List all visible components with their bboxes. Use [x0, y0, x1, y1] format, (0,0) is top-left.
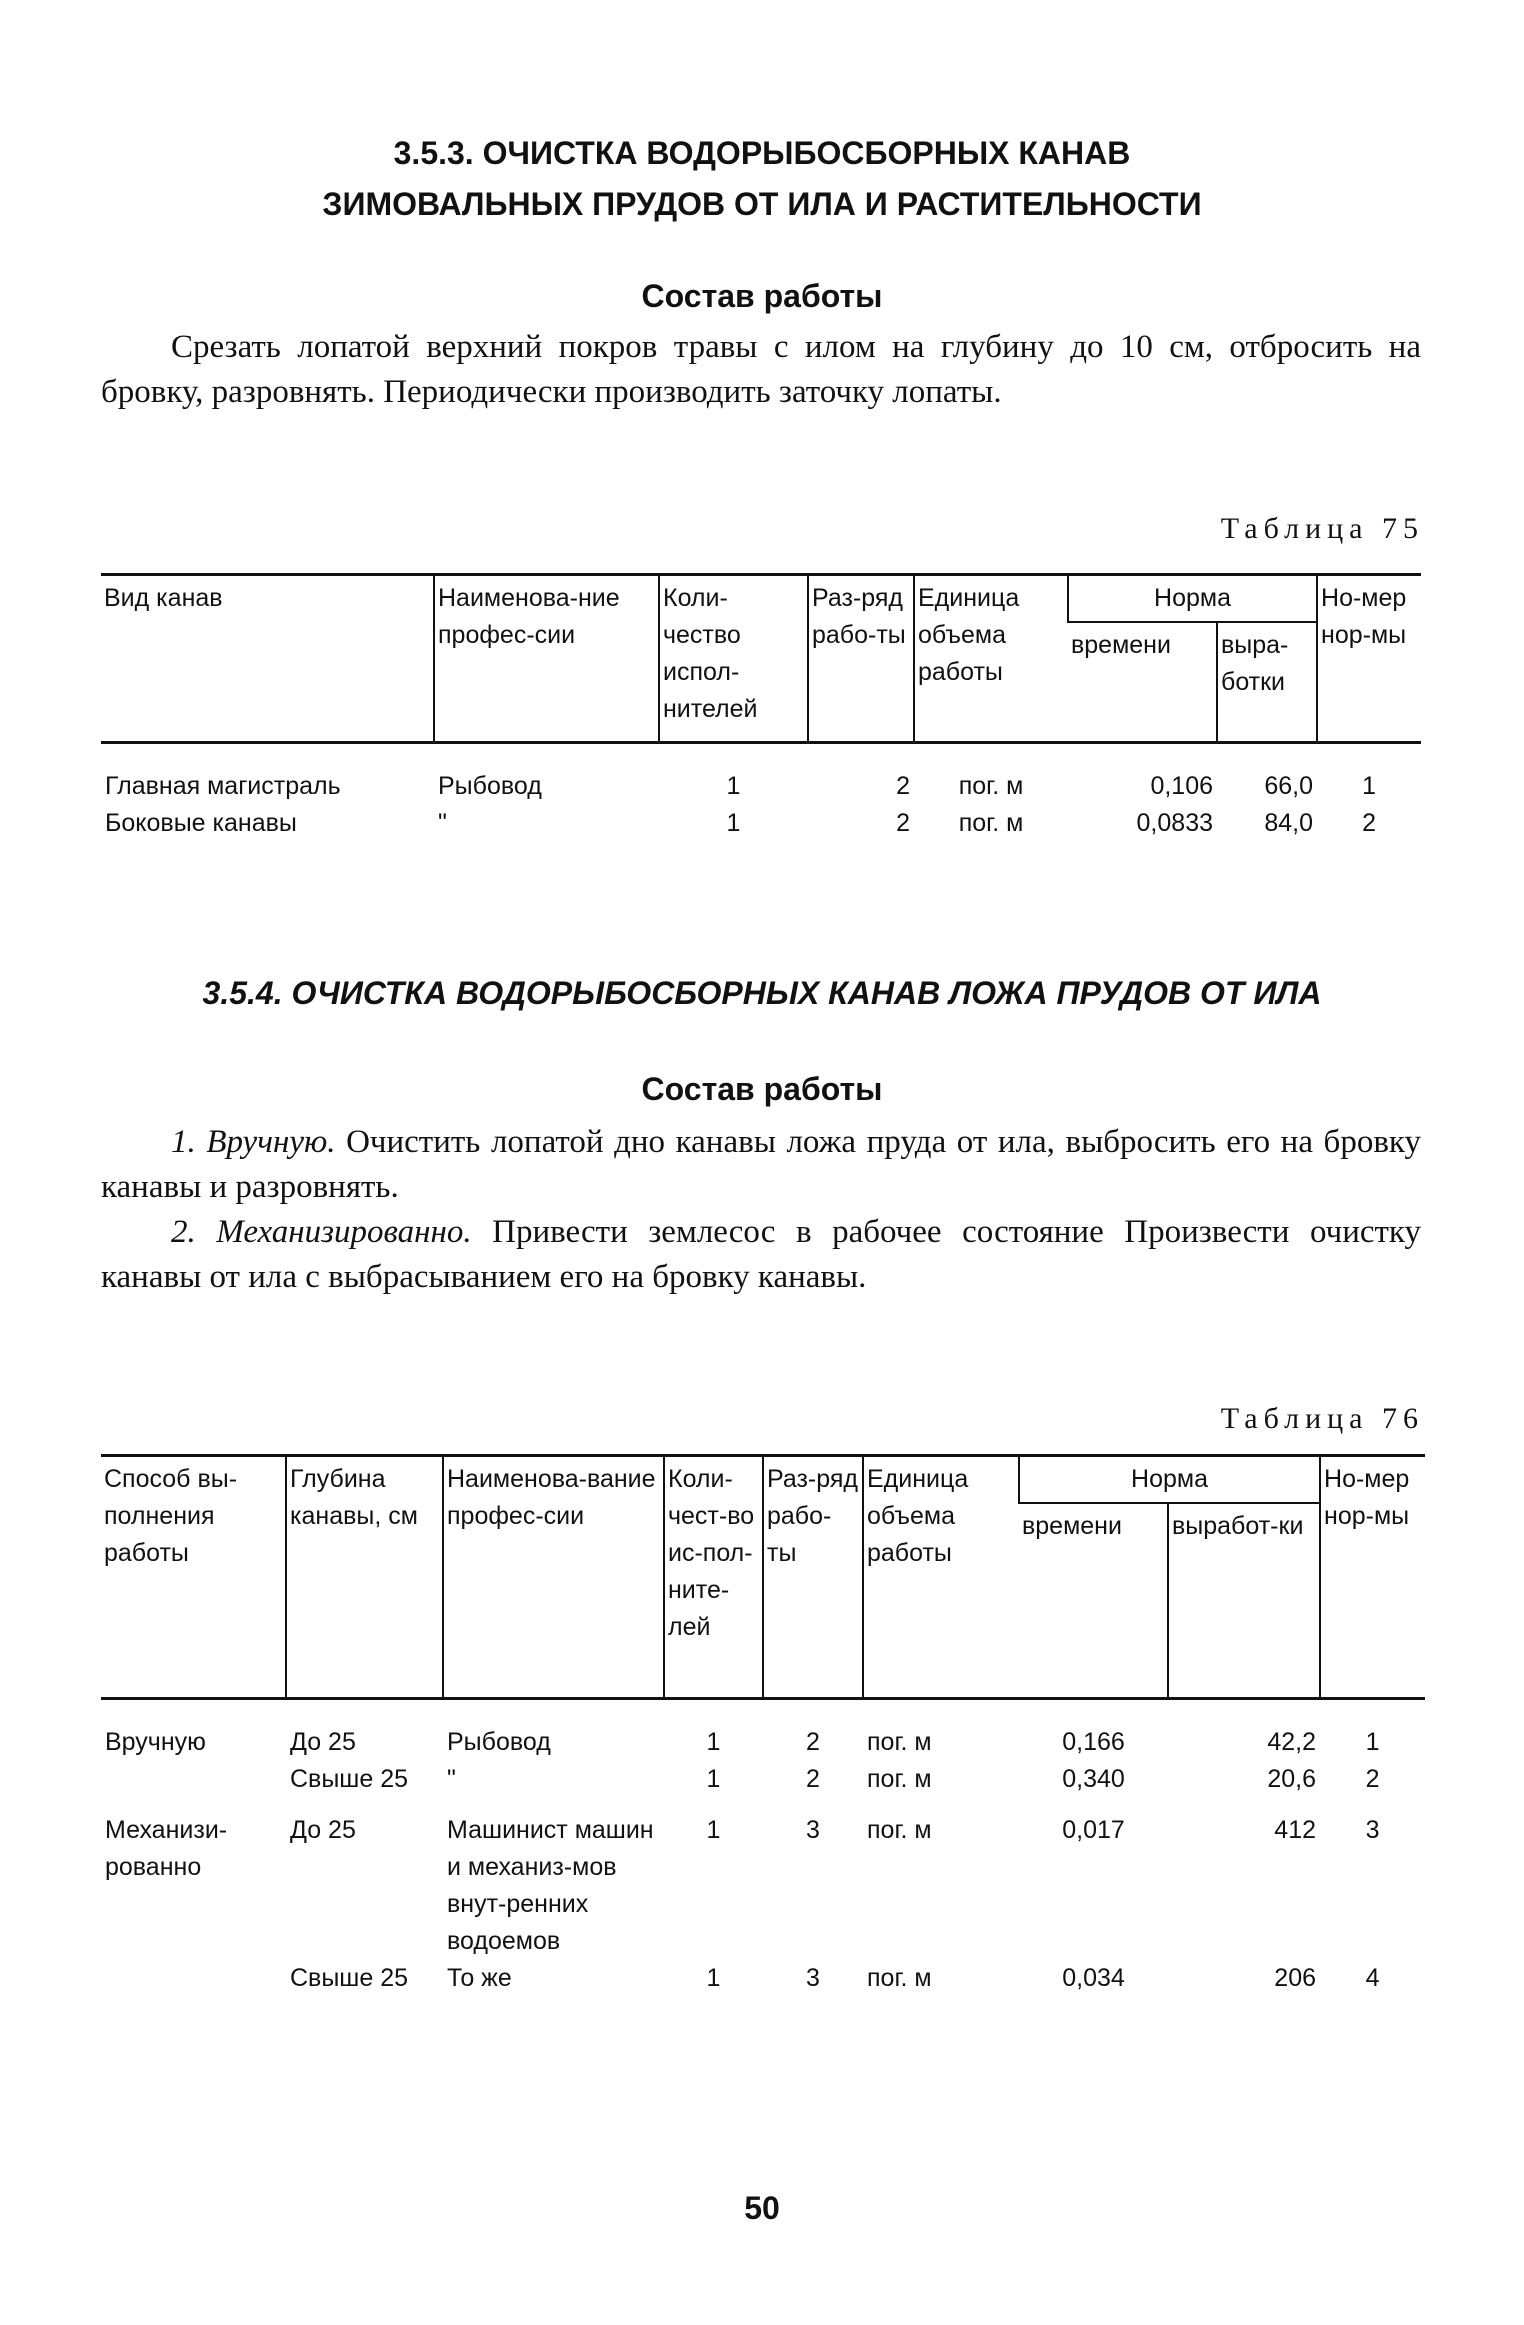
work-description: [101, 325, 1421, 415]
table-cell: пог. м: [958, 808, 1024, 837]
table-row: [101, 805, 1421, 842]
header-cell: Единица объема работы: [914, 575, 1068, 743]
page-number: 50: [744, 2190, 780, 2226]
header-cell: Глубина канавы, см: [286, 1456, 443, 1699]
item-1: [101, 1120, 1421, 1210]
table-cell: 4: [1365, 1963, 1380, 1992]
table-caption: Таблица 75: [1220, 512, 1424, 545]
table-row: [101, 1761, 1425, 1798]
table-cell: Машинист машин и механиз-мов внут-ренних водоемов: [447, 1815, 654, 1955]
header-cell: выработ-ки: [1168, 1503, 1320, 1698]
table-cell: 3: [1365, 1815, 1380, 1844]
table-cell: ": [447, 1764, 456, 1793]
header-cell: выра-ботки: [1217, 622, 1317, 742]
table-cell: 1: [726, 808, 741, 837]
table-cell: пог. м: [867, 1963, 932, 1992]
table-cell: 1: [726, 771, 741, 800]
header-cell: Наименова-вание профес-сии: [443, 1456, 664, 1699]
item-label: 2. Механизированно.: [171, 1214, 472, 1250]
header-cell: Норма: [1068, 575, 1317, 623]
item-label: 1. Вручную.: [171, 1124, 336, 1160]
table-cell: 20,6: [1267, 1764, 1317, 1793]
table-cell: 2: [1362, 808, 1376, 837]
table-cell: Механизи-рованно: [105, 1815, 228, 1881]
item-text: Привести землесос в рабочее состояние Произвести очистку канавы от ила с выбрасыванием его на бровку канавы.: [101, 1214, 1421, 1295]
section-title-line1: 3.5.3. ОЧИСТКА ВОДОРЫБОСБОРНЫХ КАНАВ: [393, 135, 1131, 171]
table-cell: До 25: [290, 1727, 356, 1756]
table-cell: 1: [706, 1727, 721, 1756]
table-cell: пог. м: [867, 1764, 932, 1793]
work-composition-heading: Состав работы: [641, 278, 883, 314]
table-cell: 0,0833: [1136, 808, 1213, 837]
section-title: 3.5.4. ОЧИСТКА ВОДОРЫБОСБОРНЫХ КАНАВ ЛОЖА ПРУДОВ ОТ ИЛА: [202, 975, 1322, 1011]
item-2: [101, 1210, 1421, 1300]
header-cell: Раз-ряд рабо-ты: [763, 1456, 863, 1699]
table-cell: 206: [1274, 1963, 1317, 1992]
section-title-line2: ЗИМОВАЛЬНЫХ ПРУДОВ ОТ ИЛА И РАСТИТЕЛЬНОСТИ: [322, 186, 1202, 222]
table-cell: пог. м: [867, 1815, 932, 1844]
work-description: [101, 1120, 1421, 1300]
paragraph: Срезать лопатой верхний покров травы с илом на глубину до 10 см, отбросить на бровку, разровнять. Периодически производить заточку лопаты.: [101, 329, 1421, 410]
header-cell: Раз-ряд рабо-ты: [808, 575, 914, 743]
table-caption: Таблица 76: [1220, 1402, 1424, 1435]
table-cell: Свыше 25: [290, 1963, 409, 1992]
table-cell: 2: [896, 771, 910, 800]
header-cell: Коли-чест-во ис-пол-ните-лей: [664, 1456, 763, 1699]
table-row: [101, 1960, 1425, 1997]
table-cell: 3: [806, 1815, 820, 1844]
table-cell: [101, 1761, 286, 1798]
table-cell: 0,017: [1062, 1815, 1125, 1844]
table-cell: 0,106: [1150, 771, 1213, 800]
table-cell: Вручную: [105, 1727, 206, 1756]
table-cell: До 25: [290, 1815, 356, 1844]
item-text: Очистить лопатой дно канавы ложа пруда от ила, выбросить его на бровку канавы и разровнять.: [101, 1124, 1421, 1205]
header-cell: Способ вы-полнения работы: [101, 1456, 286, 1699]
table-cell: 0,340: [1062, 1764, 1125, 1793]
table-cell: Боковые канавы: [105, 808, 297, 837]
header-cell: Норма: [1019, 1456, 1320, 1504]
header-cell: Но-мер нор-мы: [1317, 575, 1421, 743]
table-76: [101, 1454, 1425, 1997]
table-cell: Рыбовод: [438, 771, 542, 800]
table-row: [101, 1698, 1425, 1761]
table-cell: 2: [806, 1764, 820, 1793]
work-composition-heading: Состав работы: [641, 1071, 883, 1107]
table-cell: 2: [896, 808, 910, 837]
table-cell: 66,0: [1264, 771, 1314, 800]
table-cell: 1: [706, 1963, 721, 1992]
table-cell: 42,2: [1267, 1727, 1317, 1756]
table-75: [101, 573, 1421, 842]
header-cell: Единица объема работы: [863, 1456, 1019, 1699]
table-cell: 1: [706, 1815, 721, 1844]
table-cell: 412: [1274, 1815, 1317, 1844]
table-cell: 1: [706, 1764, 721, 1793]
header-cell: Наименова-ние профес-сии: [434, 575, 659, 743]
header-cell: времени: [1019, 1503, 1168, 1698]
table-cell: [101, 1960, 286, 1997]
table-cell: 2: [806, 1727, 820, 1756]
table-cell: Свыше 25: [290, 1764, 409, 1793]
table-cell: пог. м: [958, 771, 1024, 800]
table-cell: 1: [1362, 771, 1376, 800]
table-cell: 1: [1365, 1727, 1380, 1756]
table-cell: 84,0: [1264, 808, 1314, 837]
table-row: [101, 742, 1421, 805]
table-cell: Главная магистраль: [105, 771, 341, 800]
table-cell: Рыбовод: [447, 1727, 551, 1756]
header-cell: Вид канав: [101, 575, 434, 743]
table-cell: 3: [806, 1963, 820, 1992]
table-cell: 0,166: [1062, 1727, 1125, 1756]
table-cell: ": [438, 808, 447, 837]
header-cell: времени: [1068, 622, 1217, 742]
header-cell: Коли-чество испол-нителей: [659, 575, 808, 743]
table-cell: То же: [447, 1963, 512, 1992]
table-cell: 2: [1365, 1764, 1380, 1793]
table-cell: 0,034: [1062, 1963, 1125, 1992]
table-cell: пог. м: [867, 1727, 932, 1756]
header-cell: Но-мер нор-мы: [1320, 1456, 1425, 1699]
table-row: [101, 1798, 1425, 1960]
